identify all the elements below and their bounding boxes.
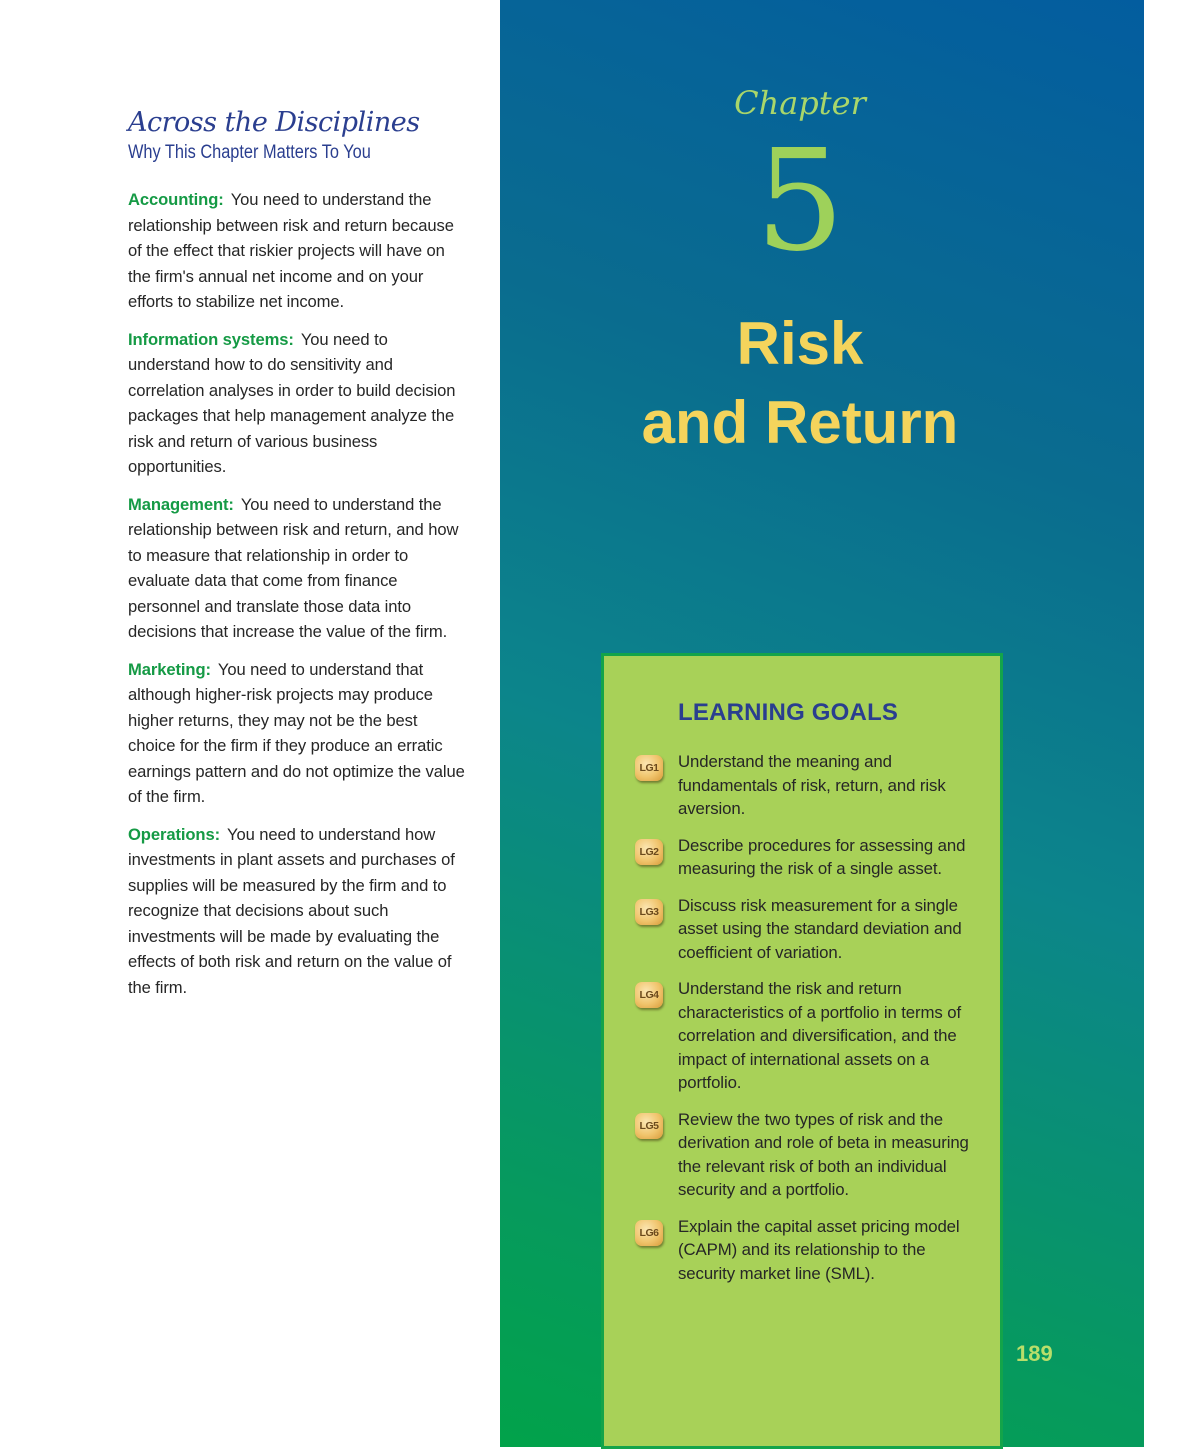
lg-badge-icon: LG4 bbox=[635, 982, 663, 1008]
page-number: 189 bbox=[1016, 1341, 1053, 1366]
lg-badge-icon: LG6 bbox=[635, 1220, 663, 1246]
goal-text: Discuss risk measurement for a single asset using the standard deviation and coefficient of variation. bbox=[678, 895, 962, 962]
section-term: Marketing: bbox=[128, 659, 211, 679]
section-information-systems bbox=[128, 327, 468, 480]
goal-text: Describe procedures for assessing and measuring the risk of a single asset. bbox=[678, 835, 966, 878]
goal-text: Explain the capital asset pricing model (CAPM) and its relationship to the security market line (SML). bbox=[678, 1216, 960, 1283]
learning-goals-list bbox=[635, 750, 985, 1298]
section-text: You need to understand the relationship between risk and return because of the effect that riskier projects will have on the firm's annual net income and on your efforts to stabilize net income. bbox=[128, 190, 454, 311]
section-term: Accounting: bbox=[128, 190, 224, 209]
chapter-title-line2: and Return bbox=[641, 389, 959, 456]
learning-goal-item bbox=[635, 894, 985, 965]
learning-goal-item bbox=[635, 977, 985, 1095]
chapter-panel bbox=[500, 0, 1144, 1447]
learning-goals-box bbox=[601, 653, 1003, 1449]
across-subtitle: Why This Chapter Matters To You bbox=[128, 142, 371, 163]
section-term: Management: bbox=[128, 494, 234, 514]
section-text: You need to understand how to do sensitivity and correlation analyses in order to build decision packages that help management analyze the risk and return of various business opportunities. bbox=[128, 329, 456, 476]
across-the-disciplines bbox=[128, 106, 468, 1000]
section-term: Information systems: bbox=[128, 329, 294, 349]
lg-badge-icon: LG5 bbox=[635, 1113, 663, 1139]
lg-badge-icon: LG1 bbox=[635, 755, 663, 781]
goal-text: Understand the meaning and fundamentals of risk, return, and risk aversion. bbox=[678, 752, 946, 818]
learning-goal-item bbox=[635, 1108, 985, 1202]
across-title: Across the Disciplines bbox=[128, 107, 420, 138]
chapter-title bbox=[500, 304, 1100, 462]
section-management bbox=[128, 492, 468, 645]
learning-goal-item bbox=[635, 834, 985, 881]
lg-badge-icon: LG3 bbox=[635, 899, 663, 925]
goal-text: Review the two types of risk and the derivation and role of beta in measuring the relevant risk of both an individual security and a portfolio. bbox=[678, 1109, 969, 1199]
goal-text: Understand the risk and return characteristics of a portfolio in terms of correlation and diversification, and the impact of international assets on a portfolio. bbox=[678, 979, 962, 1092]
learning-goal-item bbox=[635, 750, 985, 821]
section-operations bbox=[128, 822, 468, 1001]
chapter-title-line1: Risk bbox=[736, 310, 864, 377]
lg-badge-icon: LG2 bbox=[635, 839, 663, 865]
discipline-sections bbox=[128, 187, 468, 1000]
section-accounting bbox=[128, 187, 468, 315]
chapter-label: Chapter bbox=[734, 84, 866, 122]
section-text: You need to understand that although higher-risk projects may produce higher returns, they may not be the best choice for the firm if they produce an erratic earnings pattern and do not optimize the value of the firm. bbox=[128, 659, 465, 806]
learning-goals-heading: LEARNING GOALS bbox=[678, 699, 899, 726]
learning-goal-item bbox=[635, 1215, 985, 1286]
section-term: Operations: bbox=[128, 824, 221, 844]
section-text: You need to understand how investments in plant assets and purchases of supplies will be measured by the firm and to recognize that decisions about such investments will be made by evaluating the effects of both risk and return on the value of the firm. bbox=[128, 824, 455, 997]
chapter-number: 5 bbox=[755, 120, 845, 283]
section-marketing bbox=[128, 657, 468, 810]
section-text: You need to understand the relationship between risk and return, and how to measure that relationship in order to evaluate data that come from finance personnel and translate those data into decisions that increase the value of the firm. bbox=[128, 494, 459, 641]
